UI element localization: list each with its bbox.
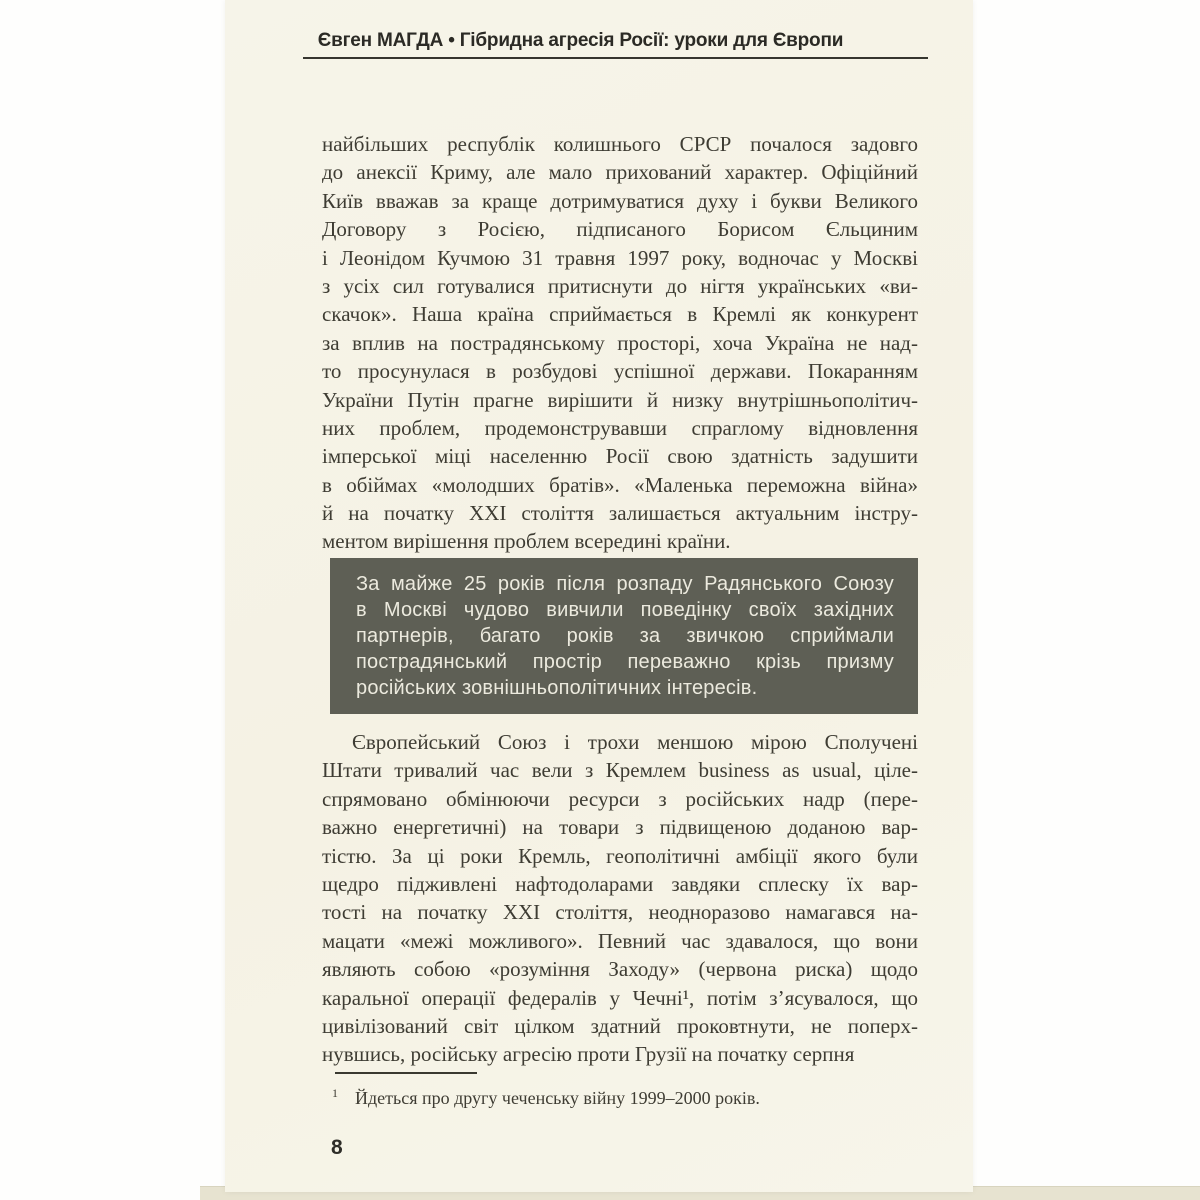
text-line: нувшись, російську агресію проти Грузії на початку серпня <box>322 1042 855 1067</box>
text-line: являють собою «розуміння Заходу» (червона риска) щодо <box>322 957 918 982</box>
paragraph-2 <box>322 728 918 1069</box>
header-rule <box>303 57 928 59</box>
footnote-marker: 1 <box>332 1086 338 1100</box>
footnote-text: Йдеться про другу чеченську війну 1999–2000 років. <box>355 1088 760 1108</box>
text-line: щедро підживлені нафтодоларами завдяки сплеску їх вар- <box>322 871 918 896</box>
text-line: За майже 25 років після розпаду Радянського Союзу <box>356 573 894 595</box>
text-line: імперської міці населенню Росії свою здатність задушити <box>322 444 918 469</box>
footnote-rule <box>335 1072 477 1074</box>
text-line: до анексії Криму, але мало прихований характер. Офіційний <box>322 160 918 185</box>
text-line: партнерів, багато років за звичкою сприймали <box>356 625 894 647</box>
text-line: з усіх сил готувалися притиснути до нігтя українських «ви- <box>322 273 918 298</box>
text-line: й на початку XXI століття залишається актуальним інстру- <box>322 501 918 526</box>
text-line: спрямовано обмінюючи ресурси з російських надр (пере- <box>322 786 918 811</box>
text-line: найбільших республік колишнього СРСР почалося задовго <box>322 132 918 156</box>
text-line: цивілізований світ цілком здатний проковтнути, не поперх- <box>322 1013 918 1038</box>
text-line: то просунулася в розбудові успішної держави. Покаранням <box>322 359 918 384</box>
running-header: Євген МАГДА • Гібридна агресія Росії: уроки для Європи <box>317 30 844 51</box>
text-line: Європейський Союз і трохи меншою мірою Сполучені <box>352 730 918 754</box>
book-page <box>225 0 973 1192</box>
paragraph-1 <box>322 130 918 556</box>
text-line: пострадянський простір переважно крізь призму <box>356 651 894 673</box>
text-line: в Москві чудово вивчили поведінку своїх західних <box>356 599 894 621</box>
text-line: Київ вважав за краще дотримуватися духу і букви Великого <box>322 188 918 213</box>
text-line: за вплив на пострадянському просторі, хоча Україна не над- <box>322 330 918 355</box>
footnote <box>322 1086 918 1109</box>
text-line: Штати тривалий час вели з Кремлем business as usual, ціле- <box>322 758 918 783</box>
page-number: 8 <box>331 1136 343 1159</box>
text-line: каральної операції федералів у Чечні¹, потім з’ясувалося, що <box>322 985 918 1010</box>
text-line: скачок». Наша країна сприймається в Кремлі як конкурент <box>322 302 918 327</box>
text-line: в обіймах «молодших братів». «Маленька переможна війна» <box>322 472 918 497</box>
callout-box <box>330 558 918 714</box>
text-line: ментом вирішення проблем всередині країни. <box>322 529 731 554</box>
text-line: важно енергетичні) на товари з підвищеною доданою вар- <box>322 815 918 840</box>
text-line: тістю. За ці роки Кремль, геополітичні амбіції якого були <box>322 843 918 868</box>
text-line: тості на початку XXI століття, неодноразово намагався на- <box>322 900 918 925</box>
text-line: російських зовнішньополітичних інтересів. <box>356 677 758 699</box>
text-line: України Путін прагне вирішити й низку внутрішньополітич- <box>322 387 918 412</box>
text-line: них проблем, продемонструвавши спраглому відновлення <box>322 415 918 440</box>
text-line: мацати «межі можливого». Певний час здавалося, що вони <box>322 928 918 953</box>
text-line: Договору з Росією, підписаного Борисом Єльциним <box>322 217 918 242</box>
text-line: і Леонідом Кучмою 31 травня 1997 року, водночас у Москві <box>322 245 918 270</box>
